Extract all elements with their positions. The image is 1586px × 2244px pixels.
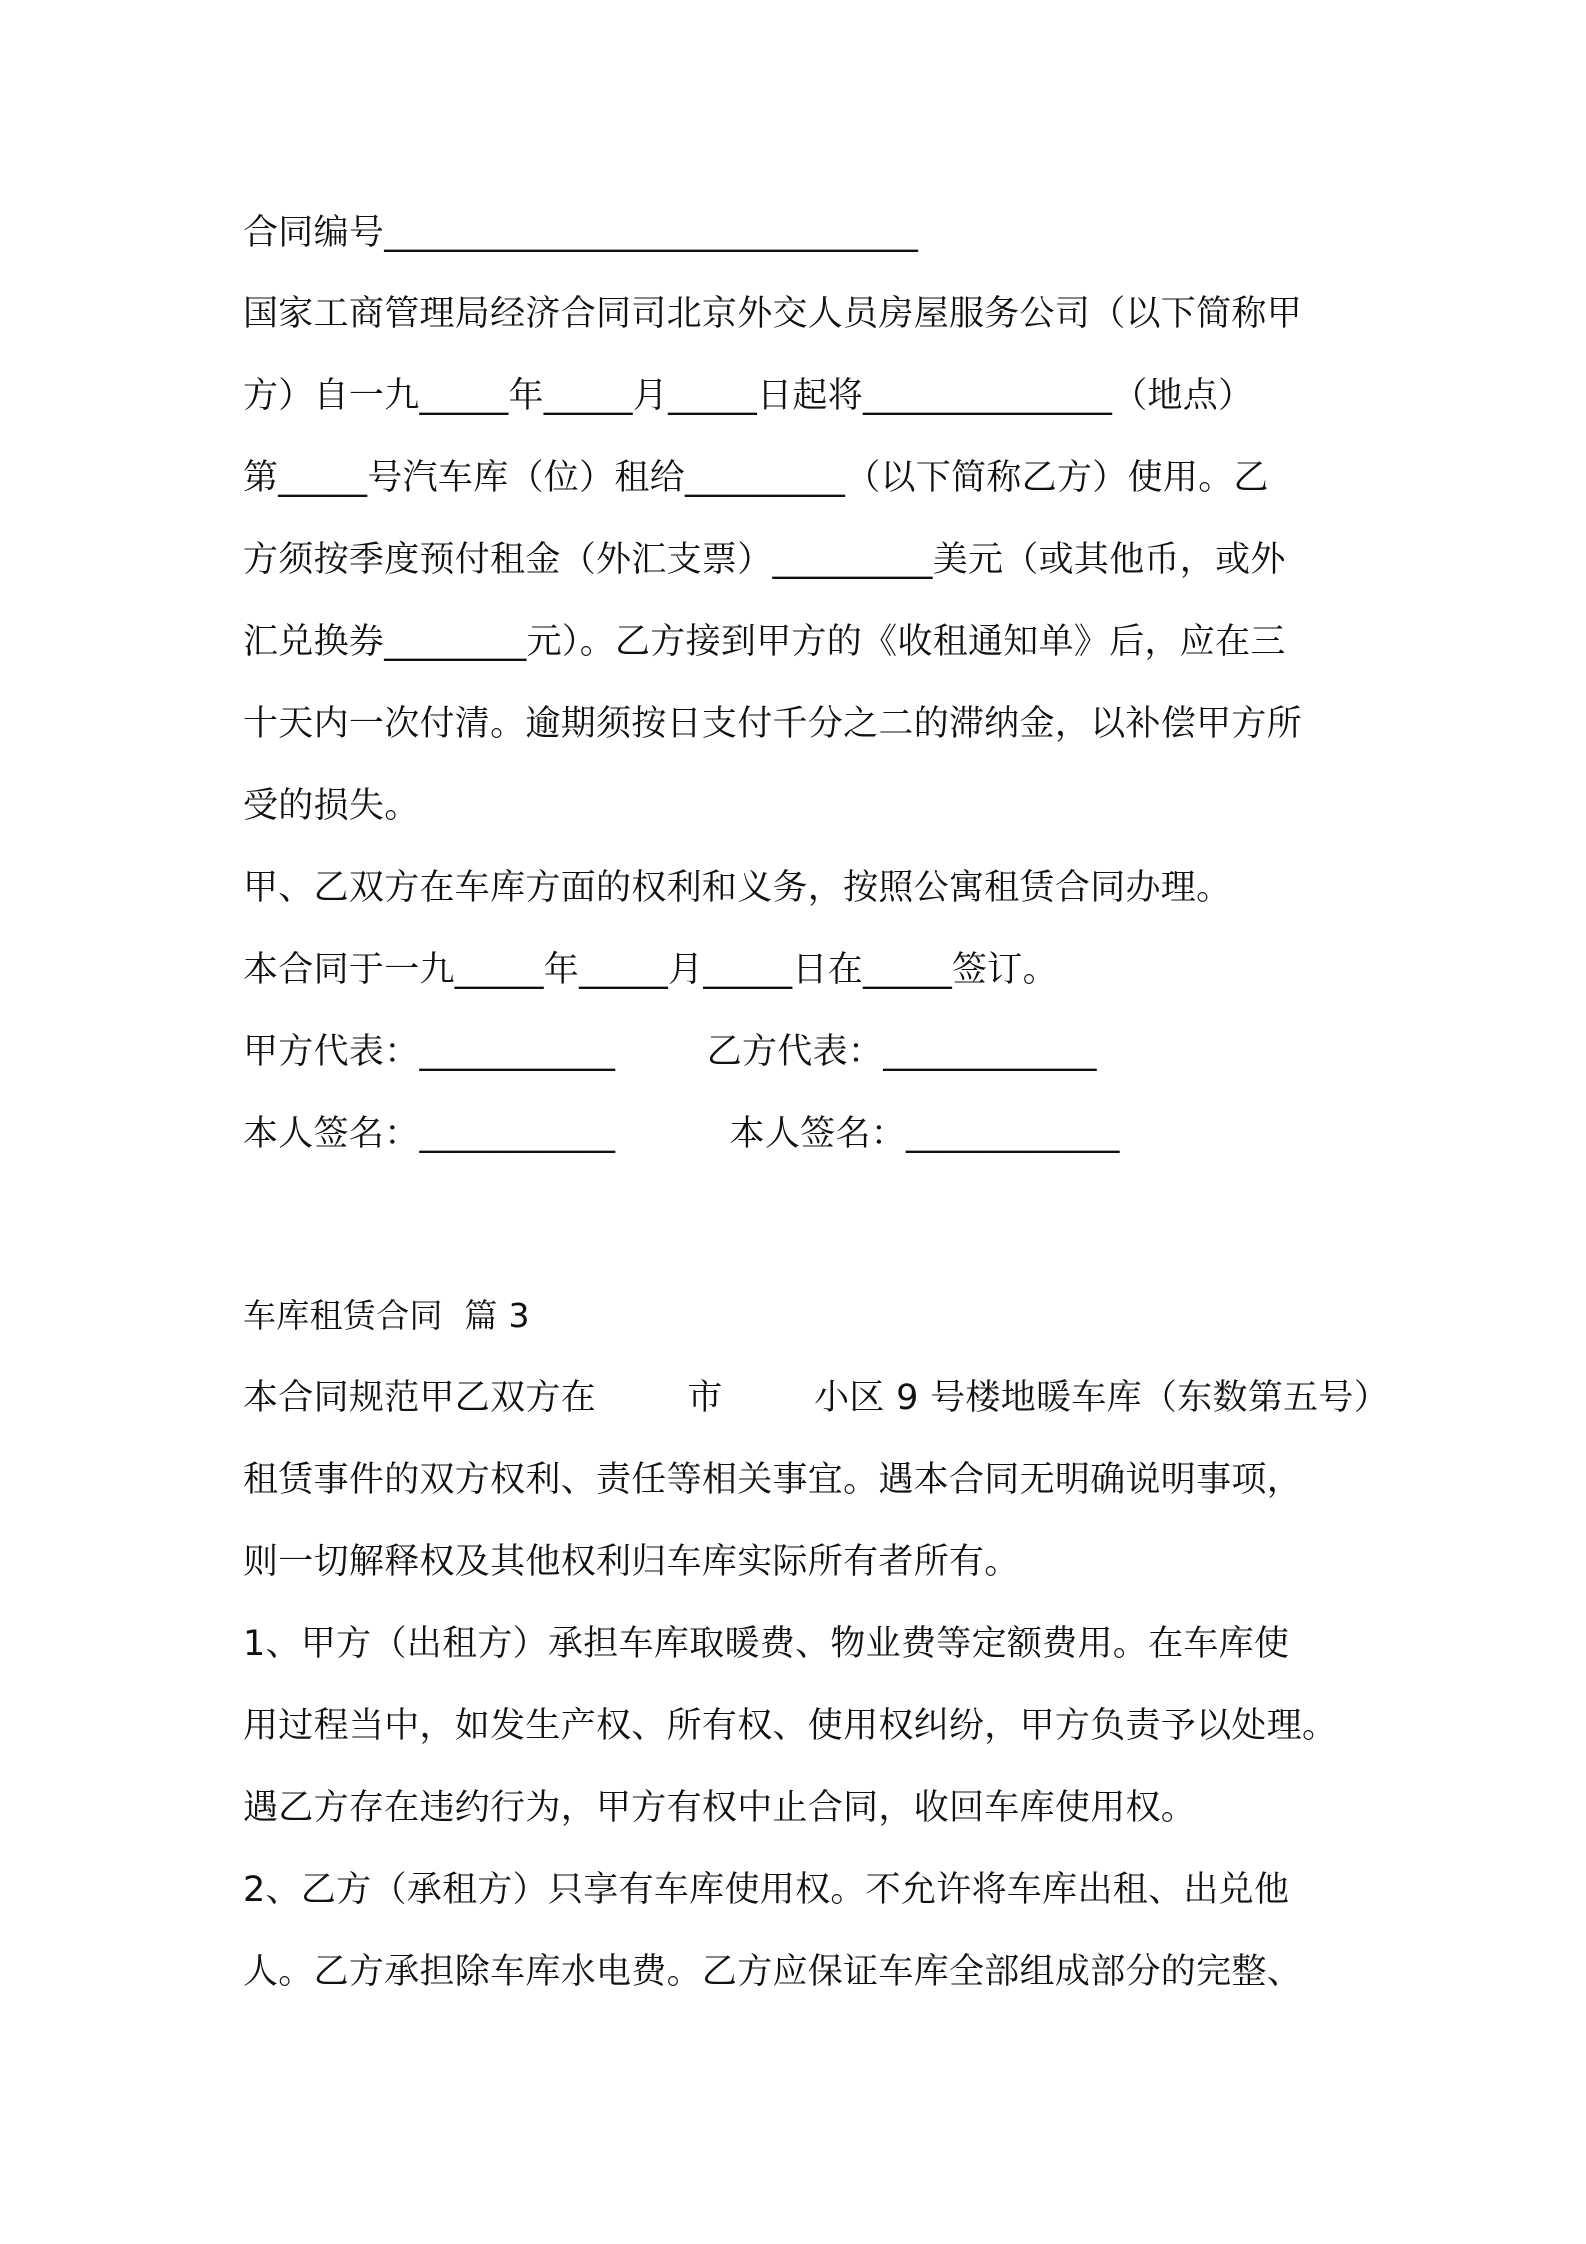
paragraph-line: 国家工商管理局经济合同司北京外交人员房屋服务公司（以下简称甲 xyxy=(243,294,1303,334)
clause-line: 人。乙方承担除车库水电费。乙方应保证车库全部组成部分的完整、 xyxy=(243,1952,1303,1992)
paragraph-line: 甲、乙双方在车库方面的权利和义务，按照公寓租赁合同办理。 xyxy=(243,868,1232,908)
paragraph-line: 租赁事件的双方权利、责任等相关事宜。遇本合同无明确说明事项， xyxy=(243,1460,1303,1500)
representatives-line: 甲方代表：___________ 乙方代表：____________ xyxy=(243,1032,1097,1072)
paragraph-line: 方须按季度预付租金（外汇支票）_________美元（或其他币，或外 xyxy=(243,540,1286,580)
clause-line: 2、乙方（承租方）只享有车库使用权。不允许将车库出租、出兑他 xyxy=(243,1870,1290,1910)
paragraph-line: 方）自一九_____年_____月_____日起将______________（地点） xyxy=(243,376,1254,416)
paragraph-line: 十天内一次付清。逾期须按日支付千分之二的滞纳金，以补偿甲方所 xyxy=(243,704,1303,744)
clause-line: 1、甲方（出租方）承担车库取暖费、物业费等定额费用。在车库使 xyxy=(243,1624,1290,1664)
signing-date-line: 本合同于一九_____年_____月_____日在_____签订。 xyxy=(243,950,1058,990)
signatures-line: 本人签名：___________ 本人签名：____________ xyxy=(243,1114,1120,1154)
contract-number-line: 合同编号______________________________ xyxy=(243,213,919,253)
clause-line: 遇乙方存在违约行为，甲方有权中止合同，收回车库使用权。 xyxy=(243,1788,1197,1828)
paragraph-line: 则一切解释权及其他权利归车库实际所有者所有。 xyxy=(243,1542,1020,1582)
paragraph-line: 汇兑换券________元）。乙方接到甲方的《收租通知单》后，应在三 xyxy=(243,622,1286,662)
section-heading: 车库租赁合同 篇 3 xyxy=(243,1296,530,1335)
clause-line: 用过程当中，如发生产权、所有权、使用权纠纷，甲方负责予以处理。 xyxy=(243,1706,1338,1746)
paragraph-line: 本合同规范甲乙双方在 市 小区 9 号楼地暖车库（东数第五号） xyxy=(243,1378,1390,1418)
paragraph-line: 第_____号汽车库（位）租给_________（以下简称乙方）使用。乙 xyxy=(243,458,1269,498)
paragraph-line: 受的损失。 xyxy=(243,786,420,826)
